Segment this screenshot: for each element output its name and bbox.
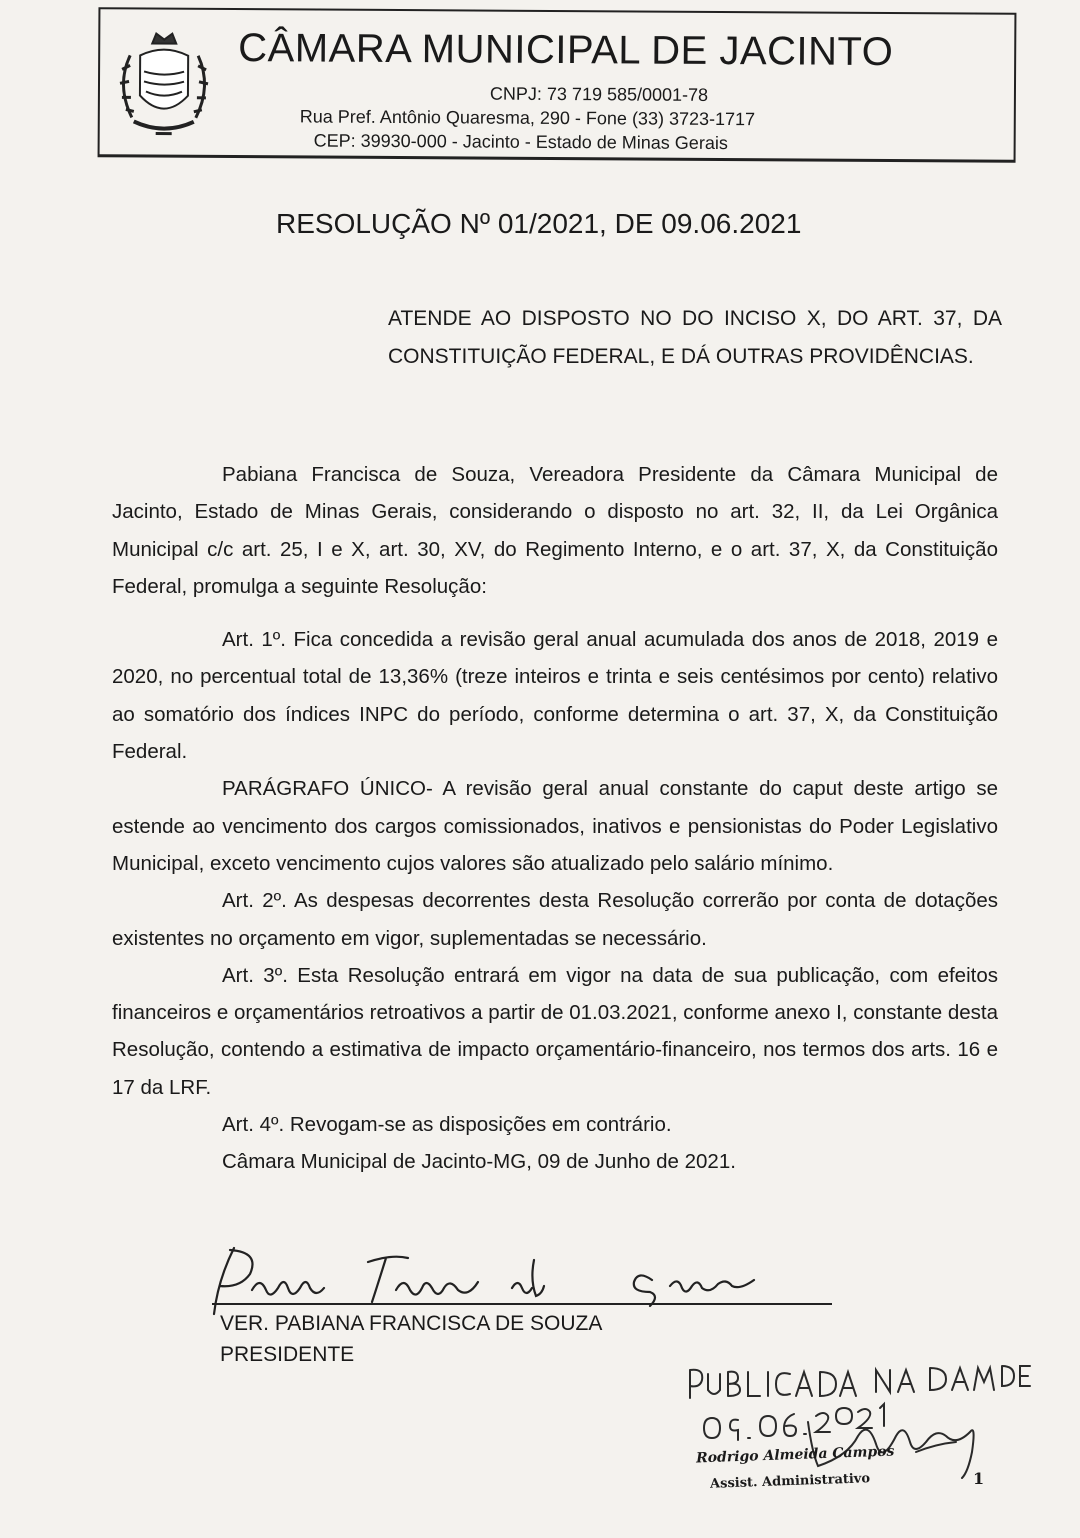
article-2: Art. 2º. As despesas decorrentes desta Resolução correrão por conta de dotações existentes no orçamento em vigor, suplementadas se necessário. (112, 889, 998, 950)
letterhead-title: CÂMARA MUNICIPAL DE JACINTO (238, 26, 894, 75)
page-number: 1 (973, 1469, 985, 1488)
article-3: Art. 3º. Esta Resolução entrará em vigor na data de sua publicação, com efeitos financeiros e orçamentários retroativos a partir de 01.03.2021, conforme anexo I, constante desta Resolução, contendo a estimativa de impacto orçamentário-financeiro, nos termos dos arts. 16 e 17 da LRF. (112, 963, 998, 1099)
letterhead-cep: CEP: 39930-000 - Jacinto - Estado de Minas Gerais (313, 130, 728, 154)
ementa: ATENDE AO DISPOSTO NO DO INCISO X, DO ART. 37, DA CONSTITUIÇÃO FEDERAL, E DÁ OUTRAS PROVIDÊNCIAS. (388, 307, 1002, 368)
letterhead-address: Rua Pref. Antônio Quaresma, 290 - Fone (33) 3723-1717 (299, 106, 756, 130)
article-1: Art. 1º. Fica concedida a revisão geral anual acumulada dos anos de 2018, 2019 e 2020, no percentual total de 13,36% (treze inteiros e trinta e seis centésimos por cento) relativo ao somatório dos índices INPC do período, conforme determina o art. 37, X, da Constituição Federal. (112, 628, 998, 764)
signatory-role: PRESIDENTE (220, 1343, 355, 1366)
signature-line (212, 1303, 832, 1305)
letterhead-cnpj: CNPJ: 73 719 585/0001-78 (489, 83, 709, 105)
resolution-body (112, 456, 998, 1181)
municipal-coat-of-arms-icon (108, 25, 221, 144)
stamp-signatory-name: Rodrigo Almeida Campos (695, 1443, 895, 1467)
stamp-signatory-role: Assist. Administrativo (709, 1471, 871, 1492)
preamble-paragraph: Pabiana Francisca de Souza, Vereadora Presidente da Câmara Municipal de Jacinto, Estado de Minas Gerais, considerando o disposto no art. 32, II, da Lei Orgânica Municipal c/c art. 25, I e X, art. 30, XV, do Regimento Interno, e o art. 37, X, da Constituição Federal, promulga a seguinte Resolução: (112, 463, 998, 598)
letterhead (98, 7, 1017, 163)
article-4: Art. 4º. Revogam-se as disposições em contrário. (222, 1113, 672, 1137)
place-date: Câmara Municipal de Jacinto-MG, 09 de Junho de 2021. (222, 1150, 736, 1174)
handwritten-signature (200, 1240, 840, 1320)
resolution-title: RESOLUÇÃO Nº 01/2021, DE 09.06.2021 (276, 208, 802, 239)
signatory-name: VER. PABIANA FRANCISCA DE SOUZA (220, 1312, 603, 1335)
paragrafo-unico: PARÁGRAFO ÚNICO- A revisão geral anual constante do caput deste artigo se estende ao vencimento dos cargos comissionados, inativos e pensionistas do Poder Legislativo Municipal, exceto vencimento cujos valores são atualizado pelo salário mínimo. (112, 777, 998, 875)
